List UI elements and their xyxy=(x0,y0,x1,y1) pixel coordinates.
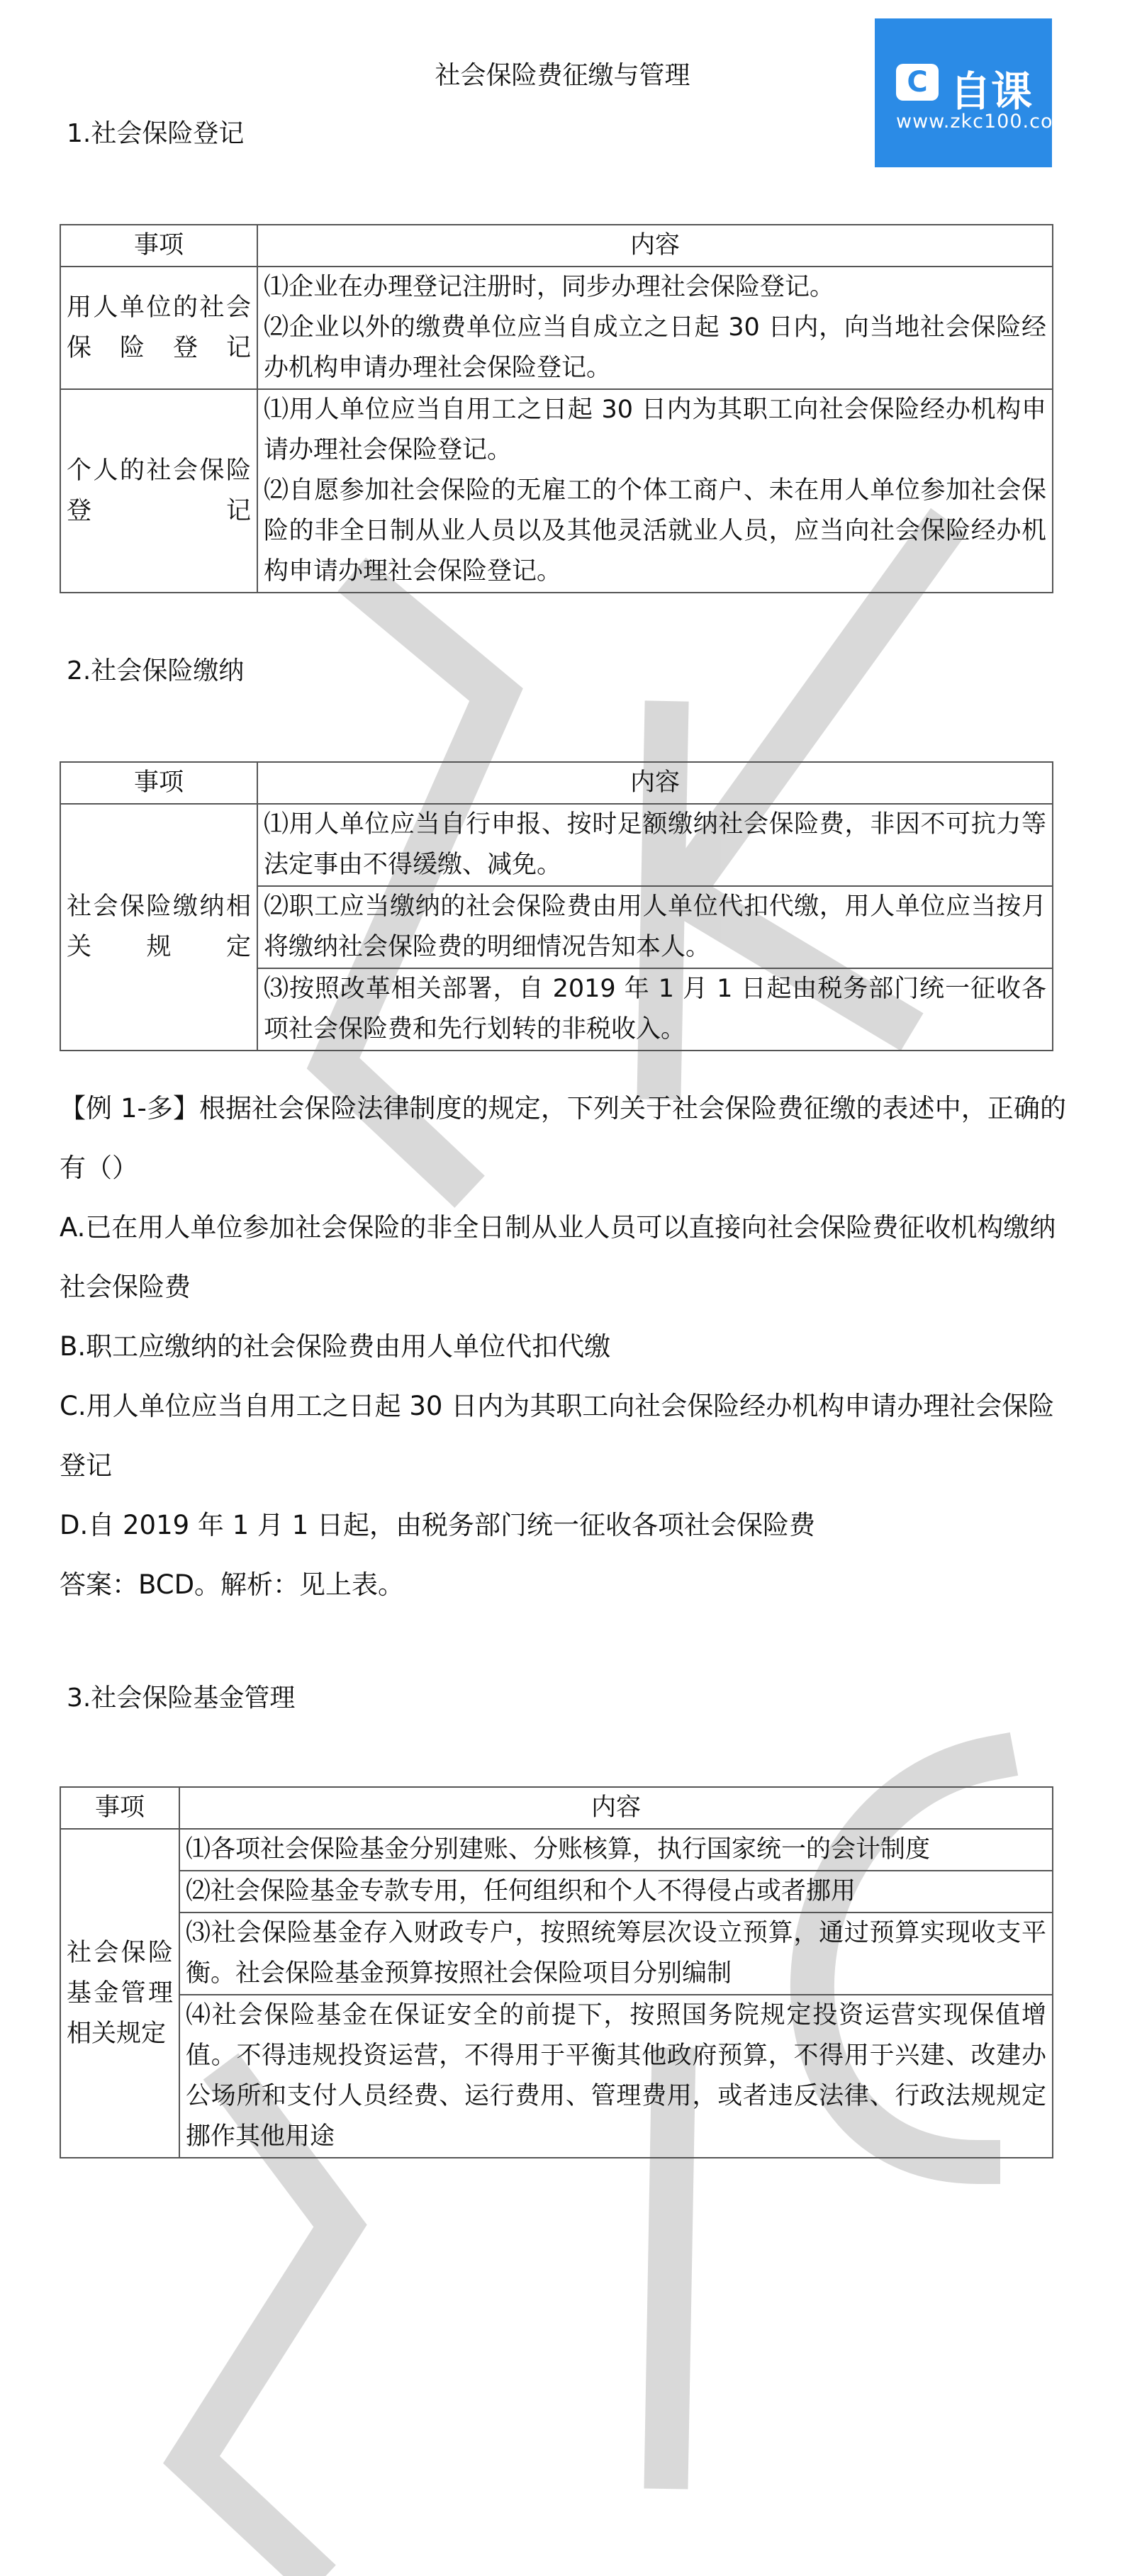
option-d: D.自 2019 年 1 月 1 日起，由税务部门统一征收各项社会保险费 xyxy=(60,1510,816,1540)
row-item: 个人的社会保险登记 xyxy=(60,389,257,593)
logo-name: 自课 xyxy=(950,67,1033,116)
column-header-content: 内容 xyxy=(179,1787,1053,1829)
table-header-row xyxy=(60,762,1053,804)
column-header-item: 事项 xyxy=(60,762,257,804)
content-cell: ⑶按照改革相关部署，自 2019 年 1 月 1 日起由税务部门统一征收各项社会保险费和先行划转的非税收入。 xyxy=(257,968,1053,1051)
table-row xyxy=(60,804,1053,886)
content-line: ⑴企业在办理登记注册时，同步办理社会保险登记。 xyxy=(264,273,835,301)
page-title: 社会保险费征缴与管理 xyxy=(435,61,690,90)
option-c: C.用人单位应当自用工之日起 30 日内为其职工向社会保险经办机构申请办理社会保险登记 xyxy=(60,1391,1055,1481)
question-text: 【例 1-多】根据社会保险法律制度的规定，下列关于社会保险费征缴的表述中，正确的有（） xyxy=(60,1093,1066,1183)
table-header-row xyxy=(60,225,1053,267)
content-cell: ⑵职工应当缴纳的社会保险费由用人单位代扣代缴，用人单位应当按月将缴纳社会保险费的明细情况告知本人。 xyxy=(257,886,1053,968)
table-row xyxy=(60,1871,1053,1913)
row-content xyxy=(257,389,1053,593)
row-content xyxy=(257,267,1053,389)
content-cell: ⑵社会保险基金专款专用，任何组织和个人不得侵占或者挪用 xyxy=(179,1871,1053,1913)
section-heading-payment: 2.社会保险缴纳 xyxy=(67,656,245,685)
row-item: 社会保险缴纳相关规定 xyxy=(60,804,257,1051)
watermark-text: ZKC xyxy=(0,0,1,1)
payment-table xyxy=(60,761,1053,1051)
column-header-item: 事项 xyxy=(60,225,257,267)
section-heading-registration: 1.社会保险登记 xyxy=(67,119,245,148)
option-a: A.已在用人单位参加社会保险的非全日制从业人员可以直接向社会保险费征收机构缴纳社会保险费 xyxy=(60,1212,1056,1302)
table-row xyxy=(60,1995,1053,2158)
content-cell: ⑶社会保险基金存入财政专户，按照统筹层次设立预算，通过预算实现收支平衡。社会保险基金预算按照社会保险项目分别编制 xyxy=(179,1913,1053,1995)
section-heading-fund-management: 3.社会保险基金管理 xyxy=(67,1684,296,1713)
column-header-content: 内容 xyxy=(257,225,1053,267)
table-row xyxy=(60,1829,1053,1871)
content-line: ⑵自愿参加社会保险的无雇工的个体工商户、未在用人单位参加社会保险的非全日制从业人员以及其他灵活就业人员，应当向社会保险经办机构申请办理社会保险登记。 xyxy=(264,476,1046,586)
option-b: B.职工应缴纳的社会保险费由用人单位代扣代缴 xyxy=(60,1331,611,1362)
table-header-row xyxy=(60,1787,1053,1829)
table-row xyxy=(60,389,1053,593)
logo-icon: C xyxy=(896,64,939,101)
content-line: ⑵企业以外的缴费单位应当自成立之日起 30 日内，向当地社会保险经办机构申请办理社会保险登记。 xyxy=(264,313,1046,382)
column-header-item: 事项 xyxy=(60,1787,179,1829)
example-question xyxy=(60,1079,1066,1615)
content-cell: ⑷社会保险基金在保证安全的前提下，按照国务院规定投资运营实现保值增值。不得违规投资运营，不得用于平衡其他政府预算，不得用于兴建、改建办公场所和支付人员经费、运行费用、管理费用，或者违反法律、行政法规规定挪作其他用途 xyxy=(179,1995,1053,2158)
registration-table xyxy=(60,224,1053,593)
logo-url: www.zkc100.com xyxy=(896,111,1073,133)
column-header-content: 内容 xyxy=(257,762,1053,804)
content-line: ⑴用人单位应当自用工之日起 30 日内为其职工向社会保险经办机构申请办理社会保险登记。 xyxy=(264,396,1046,464)
fund-management-table xyxy=(60,1786,1053,2158)
table-row xyxy=(60,267,1053,389)
answer-text: 答案：BCD。解析：见上表。 xyxy=(60,1569,405,1600)
row-item: 社会保险基金管理相关规定 xyxy=(60,1829,179,2158)
table-row xyxy=(60,1913,1053,1995)
row-item: 用人单位的社会保险登记 xyxy=(60,267,257,389)
content-cell: ⑴用人单位应当自行申报、按时足额缴纳社会保险费，非因不可抗力等法定事由不得缓缴、减免。 xyxy=(257,804,1053,886)
zkc-logo xyxy=(875,18,1073,167)
content-cell: ⑴各项社会保险基金分别建账、分账核算，执行国家统一的会计制度 xyxy=(179,1829,1053,1871)
